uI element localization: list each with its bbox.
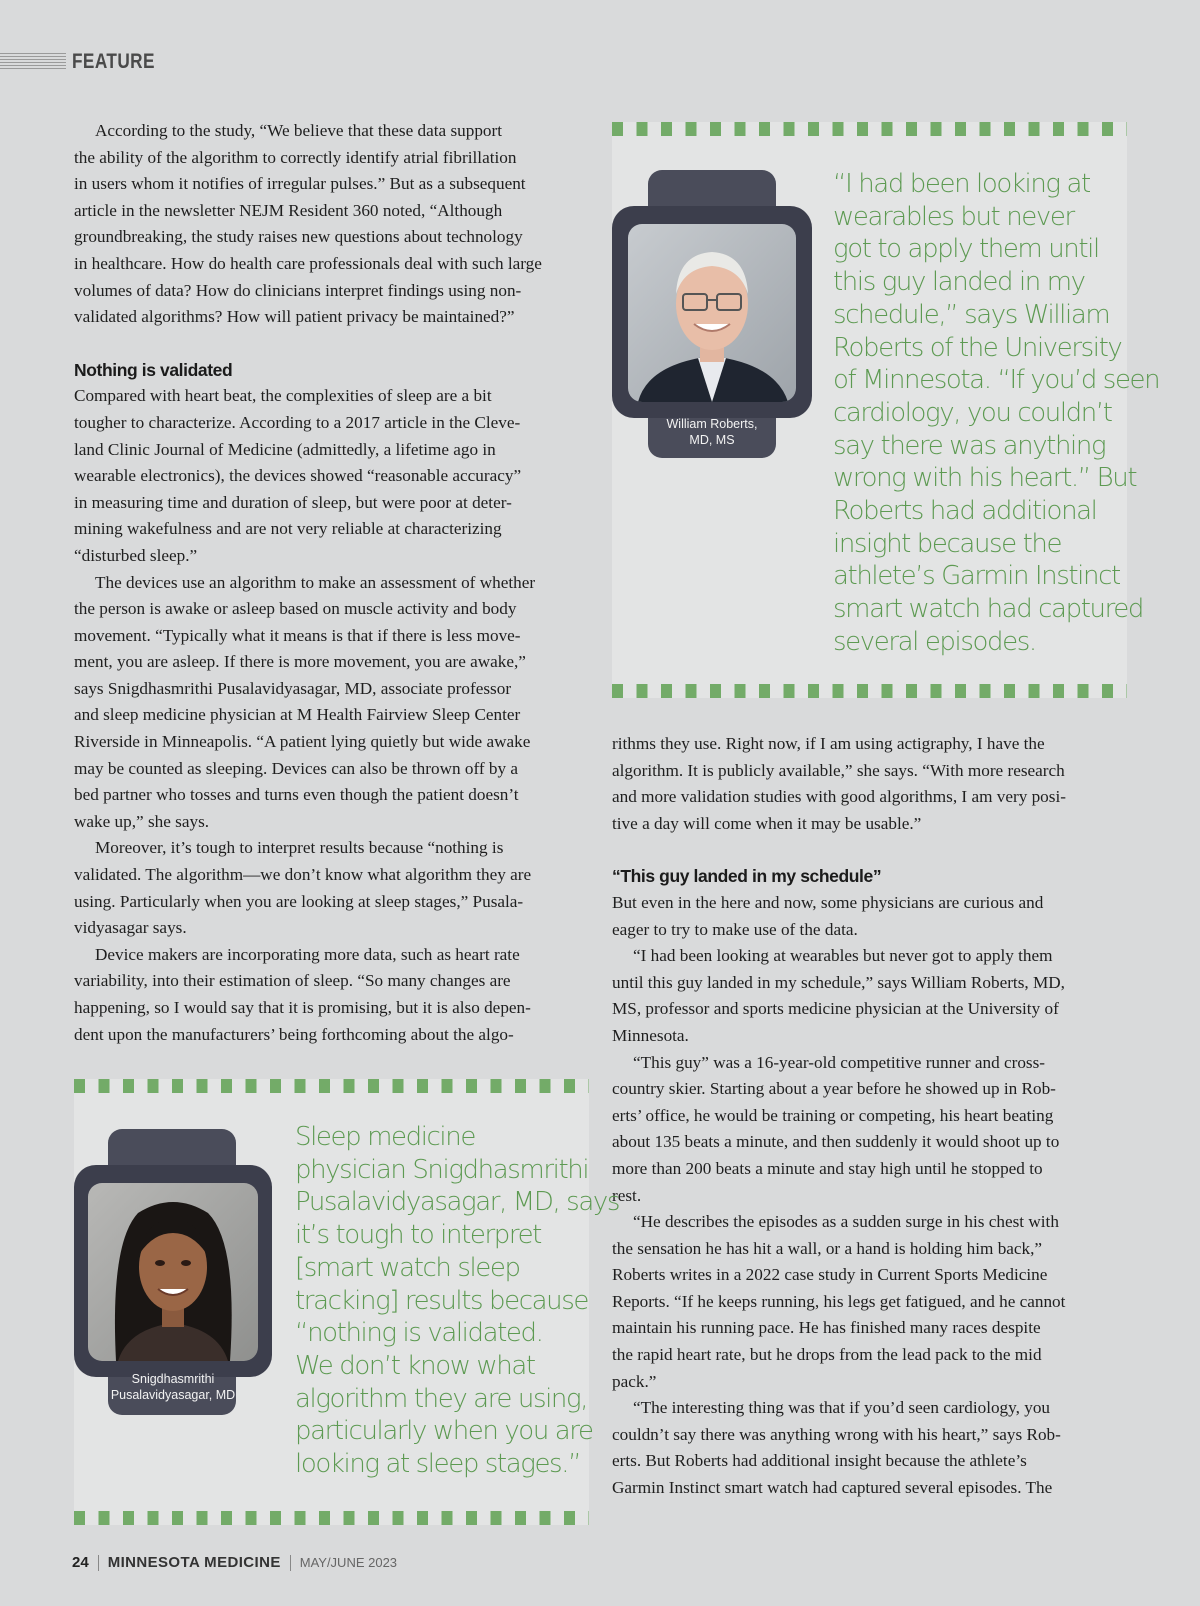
quote-line: schedule,” says William [833, 299, 1110, 330]
text-line: groundbreaking, the study raises new questions about technology [74, 227, 523, 247]
text-line: happening, so I would say that it is promising, but it is also depen- [74, 998, 531, 1017]
text-line: may be counted as sleeping. Devices can also be thrown off by a [74, 758, 519, 778]
text-line: algorithm. It is publicly available,” she says. “With more research [612, 760, 1065, 780]
portrait-snigdhasmrithi-pusalavidyasagar [88, 1183, 258, 1361]
text-line: validated algorithms? How will patient privacy be maintained?” [74, 307, 515, 327]
text-line: eager to try to make use of the data. [612, 919, 858, 939]
paragraph [612, 1050, 1132, 1210]
quote-line: smart watch had captured [833, 594, 1143, 625]
portrait-william-roberts [628, 224, 796, 402]
text-line: variability, into their estimation of sleep. “So many changes are [74, 971, 511, 991]
quote-line: We don’t know what [295, 1350, 535, 1381]
paragraph [74, 383, 594, 569]
text-line: erts’ office, he would be training or competing, his heart beating [612, 1105, 1054, 1125]
text-line: land Clinic Journal of Medicine (admittedly, a lifetime ago in [74, 439, 496, 459]
quote-line: athlete’s Garmin Instinct [833, 561, 1120, 592]
quote-line: say there was anything [833, 430, 1106, 461]
quote-line: several episodes. [833, 626, 1036, 657]
section-heading: Nothing is validated [74, 359, 233, 380]
quote-line: cardiology, you couldn’t [833, 397, 1112, 428]
paragraph [612, 890, 1132, 943]
footer-divider [290, 1555, 291, 1571]
photo-caption: Snigdhasmrithi Pusalavidyasagar, MD [110, 1372, 236, 1402]
quote-line: “I had been looking at [833, 169, 1090, 199]
text-line: volumes of data? How do clinicians interpret findings using non- [74, 280, 522, 300]
text-line: “I had been looking at wearables but never got to apply them [633, 946, 1053, 966]
quote-line: [smart watch sleep [295, 1252, 520, 1283]
text-line: wake up,” she says. [74, 811, 210, 831]
text-line: validated. The algorithm—we don’t know what algorithm they are [74, 865, 532, 885]
text-line: mining wakefulness and are not very reliable at characterizing [74, 519, 502, 539]
text-line: country skier. Starting about a year before he showed up in Rob- [612, 1079, 1056, 1099]
text-line: erts. But Roberts had additional insight because the athlete’s [612, 1451, 1027, 1471]
page-number: 24 [72, 1554, 89, 1571]
text-line: The devices use an algorithm to make an assessment of whether [95, 572, 536, 592]
text-line: Reports. “If he keeps running, his legs get fatigued, and he cannot [612, 1291, 1066, 1311]
text-line: “disturbed sleep.” [74, 545, 198, 565]
text-line: until this guy landed in my schedule,” says William Roberts, MD, [612, 972, 1065, 992]
quote-line: Sleep medicine [295, 1122, 475, 1152]
dashed-border-top [74, 1079, 589, 1093]
text-line: “The interesting thing was that if you’d seen cardiology, you [633, 1398, 1051, 1418]
text-line: rithms they use. Right now, if I am using actigraphy, I have the [612, 734, 1045, 753]
article-column-left [74, 118, 594, 1048]
paragraph [612, 1395, 1132, 1501]
footer-divider [98, 1555, 99, 1571]
quote-line: it’s tough to interpret [295, 1220, 541, 1251]
text-line: bed partner who tosses and turns even though the patient doesn’t [74, 785, 519, 805]
quote-line: of Minnesota. “If you’d seen [833, 365, 1160, 396]
pull-quote-text [833, 168, 1159, 659]
text-line: wearable electronics), the devices showed “reasonable accuracy” [74, 466, 522, 486]
quote-line: got to apply them until [833, 234, 1099, 265]
text-line: tive a day will come when it may be usable.” [612, 813, 922, 833]
text-line: According to the study, “We believe that these data support [95, 121, 503, 140]
text-line: the sensation he has hit a wall, or a hand is holding him back,” [612, 1238, 1043, 1258]
paragraph [74, 835, 594, 941]
dashed-border-bottom [612, 684, 1127, 698]
photo-caption: William Roberts, MD, MS [666, 417, 758, 447]
smartwatch-photo-frame [612, 170, 812, 458]
text-line: dent upon the manufacturers’ being forthcoming about the algo- [74, 1024, 514, 1044]
text-line: about 135 beats a minute, and then suddenly it would shoot up to [612, 1132, 1060, 1152]
pull-quote-box-roberts [612, 122, 1160, 698]
text-line: “This guy” was a 16-year-old competitive runner and cross- [633, 1052, 1046, 1072]
text-line: in measuring time and duration of sleep, but were poor at deter- [74, 492, 512, 512]
paragraph [74, 118, 594, 331]
paragraph [74, 942, 594, 1048]
header-rule-decoration [0, 53, 66, 71]
text-line: tougher to characterize. According to a 2017 article in the Cleve- [74, 412, 521, 432]
magazine-name: MINNESOTA MEDICINE [107, 1554, 281, 1571]
issue-date: MAY/JUNE 2023 [299, 1555, 398, 1570]
text-line: couldn’t say there was anything wrong with his heart,” says Rob- [612, 1424, 1061, 1444]
text-line: pack.” [612, 1371, 657, 1391]
text-line: vidyasagar says. [74, 918, 187, 938]
text-line: the person is awake or asleep based on muscle activity and body [74, 599, 517, 619]
text-line: Moreover, it’s tough to interpret results because “nothing is [95, 838, 504, 858]
text-line: the rapid heart rate, but he drops from the lead pack to the mid [612, 1345, 1042, 1365]
text-line: Device makers are incorporating more data, such as heart rate [95, 944, 520, 964]
quote-line: physician Snigdhasmrithi [295, 1154, 589, 1185]
text-line: says Snigdhasmrithi Pusalavidyasagar, MD, associate professor [74, 678, 512, 698]
text-line: MS, professor and sports medicine physician at the University of [612, 999, 1059, 1019]
paragraph [612, 943, 1132, 1049]
section-heading: “This guy landed in my schedule” [612, 866, 882, 887]
paragraph [612, 1209, 1132, 1395]
text-line: Riverside in Minneapolis. “A patient lying quietly but wide awake [74, 732, 531, 752]
text-line: article in the newsletter NEJM Resident 360 noted, “Although [74, 200, 503, 220]
text-line: the ability of the algorithm to correctly identify atrial fibrillation [74, 147, 517, 167]
section-label: FEATURE [72, 50, 155, 73]
text-line: Roberts writes in a 2022 case study in Current Sports Medicine [612, 1265, 1048, 1285]
text-line: Garmin Instinct smart watch had captured several episodes. The [612, 1478, 1053, 1498]
page-footer [72, 1554, 397, 1571]
quote-line: wearables but never [833, 201, 1074, 232]
paragraph [612, 731, 1132, 837]
quote-line: Roberts of the University [833, 332, 1122, 363]
text-line: and more validation studies with good algorithms, I am very posi- [612, 787, 1066, 807]
quote-line: Pusalavidyasagar, MD, says [295, 1187, 619, 1218]
text-line: movement. “Typically what it means is that if there is less move- [74, 625, 521, 645]
quote-line: algorithm they are using, [295, 1383, 588, 1414]
article-column-right [612, 731, 1132, 1502]
text-line: in users whom it notifies of irregular pulses.” But as a subsequent [74, 174, 526, 194]
section-header [0, 48, 173, 76]
text-line: more than 200 beats a minute and stay high until he stopped to [612, 1158, 1043, 1178]
text-line: in healthcare. How do health care professionals deal with such large [74, 253, 542, 273]
quote-line: wrong with his heart.” But [833, 463, 1137, 494]
text-line: ment, you are asleep. If there is more movement, you are awake,” [74, 652, 526, 672]
quote-line: this guy landed in my [833, 267, 1085, 298]
quote-line: tracking] results because [295, 1285, 588, 1316]
text-line: But even in the here and now, some physicians are curious and [612, 892, 1044, 912]
text-line: Compared with heart beat, the complexities of sleep are a bit [74, 386, 492, 406]
quote-line: particularly when you are [295, 1416, 593, 1447]
dashed-border-bottom [74, 1511, 589, 1525]
text-line: Minnesota. [612, 1025, 689, 1045]
quote-line: Roberts had additional [833, 496, 1097, 527]
pull-quote-text [295, 1121, 619, 1481]
text-line: rest. [612, 1185, 642, 1205]
quote-line: looking at sleep stages.” [295, 1449, 581, 1480]
text-line: “He describes the episodes as a sudden surge in his chest with [633, 1212, 1059, 1232]
text-line: using. Particularly when you are looking at sleep stages,” Pusala- [74, 891, 524, 911]
paragraph [74, 570, 594, 836]
smartwatch-photo-frame [74, 1129, 272, 1417]
quote-line: insight because the [833, 528, 1062, 559]
text-line: and sleep medicine physician at M Health Fairview Sleep Center [74, 705, 521, 725]
dashed-border-top [612, 122, 1127, 136]
quote-line: “nothing is validated. [295, 1318, 543, 1349]
pull-quote-box-pusalavidyasagar [74, 1079, 619, 1525]
text-line: maintain his running pace. He has finished many races despite [612, 1318, 1041, 1338]
